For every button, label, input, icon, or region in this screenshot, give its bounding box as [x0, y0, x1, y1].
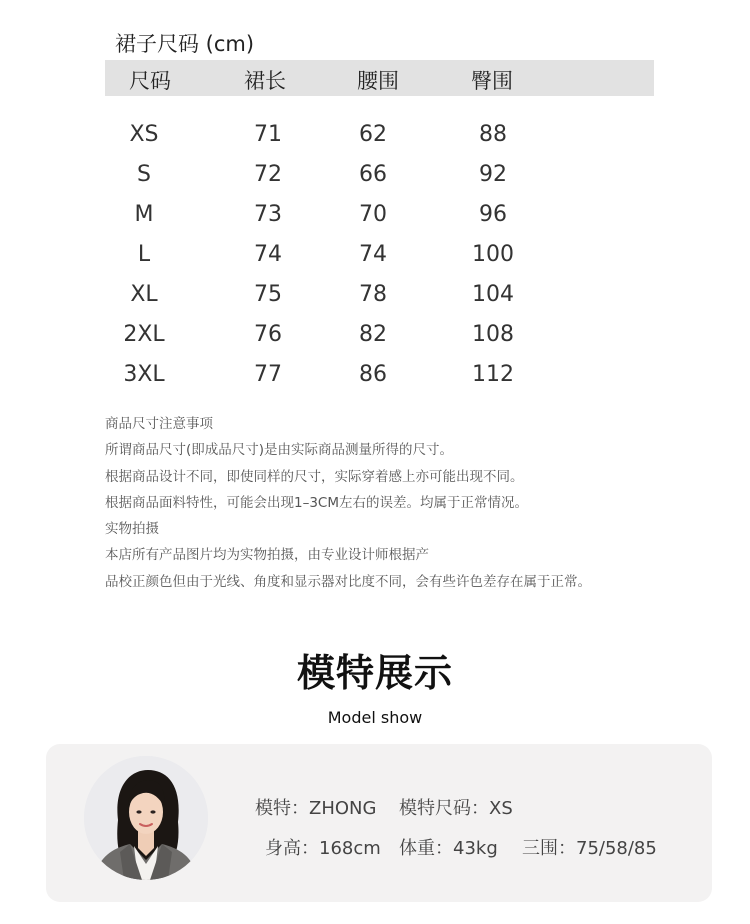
header-size: 尺码	[129, 69, 171, 93]
hip-cell: 100	[472, 242, 514, 267]
length-cell: 73	[254, 202, 282, 227]
note-line: 实物拍摄	[105, 521, 159, 538]
size-cell: 3XL	[123, 362, 165, 387]
length-cell: 72	[254, 162, 282, 187]
waist-cell: 66	[359, 162, 387, 187]
model-size: 模特尺码：XS	[399, 798, 513, 819]
size-cell: L	[137, 242, 151, 267]
header-hip: 臀围	[471, 69, 513, 93]
header-length: 裙长	[244, 69, 286, 93]
size-cell: XS	[129, 122, 159, 147]
size-cell: S	[137, 162, 151, 187]
model-avatar	[84, 756, 208, 880]
table-row	[0, 242, 750, 282]
table-row	[0, 122, 750, 162]
size-cell: M	[134, 202, 154, 227]
table-row	[0, 162, 750, 202]
length-cell: 74	[254, 242, 282, 267]
waist-cell: 62	[359, 122, 387, 147]
hip-cell: 92	[479, 162, 507, 187]
hip-cell: 88	[479, 122, 507, 147]
waist-cell: 70	[359, 202, 387, 227]
model-measurements: 三围：75/58/85	[522, 838, 657, 859]
size-notes	[105, 411, 591, 595]
model-weight: 体重：43kg	[399, 838, 498, 859]
model-portrait-icon	[84, 756, 208, 880]
size-table-title: 裙子尺码 (cm)	[115, 32, 255, 56]
size-cell: XL	[130, 282, 158, 307]
note-line: 根据商品设计不同，即使同样的尺寸，实际穿着感上亦可能出现不同。	[105, 468, 524, 485]
header-waist: 腰围	[357, 69, 399, 93]
waist-cell: 74	[359, 242, 387, 267]
table-row	[0, 282, 750, 322]
waist-cell: 86	[359, 362, 387, 387]
waist-cell: 82	[359, 322, 387, 347]
table-row	[0, 322, 750, 362]
hip-cell: 108	[472, 322, 514, 347]
table-row	[0, 362, 750, 402]
note-line: 所谓商品尺寸(即成品尺寸)是由实际商品测量所得的尺寸。	[105, 442, 454, 459]
note-line: 根据商品面料特性，可能会出现1–3CM左右的误差。均属于正常情况。	[105, 494, 529, 511]
note-line: 商品尺寸注意事项	[105, 416, 213, 432]
waist-cell: 78	[359, 282, 387, 307]
table-row	[0, 202, 750, 242]
size-cell: 2XL	[123, 322, 165, 347]
size-table-header	[105, 60, 654, 96]
hip-cell: 96	[479, 202, 507, 227]
model-name: 模特：ZHONG	[255, 798, 377, 819]
model-section-title: 模特展示	[296, 651, 453, 695]
note-line: 本店所有产品图片均为实物拍摄，由专业设计师根据产	[105, 547, 429, 564]
hip-cell: 112	[472, 362, 514, 387]
hip-cell: 104	[472, 282, 514, 307]
length-cell: 76	[254, 322, 282, 347]
model-height: 身高：168cm	[265, 838, 381, 859]
length-cell: 75	[254, 282, 282, 307]
length-cell: 77	[254, 362, 282, 387]
length-cell: 71	[254, 122, 282, 147]
model-section-subtitle: Model show	[327, 708, 423, 727]
note-line: 品校正颜色但由于光线、角度和显示器对比度不同，会有些许色差存在属于正常。	[105, 573, 591, 590]
